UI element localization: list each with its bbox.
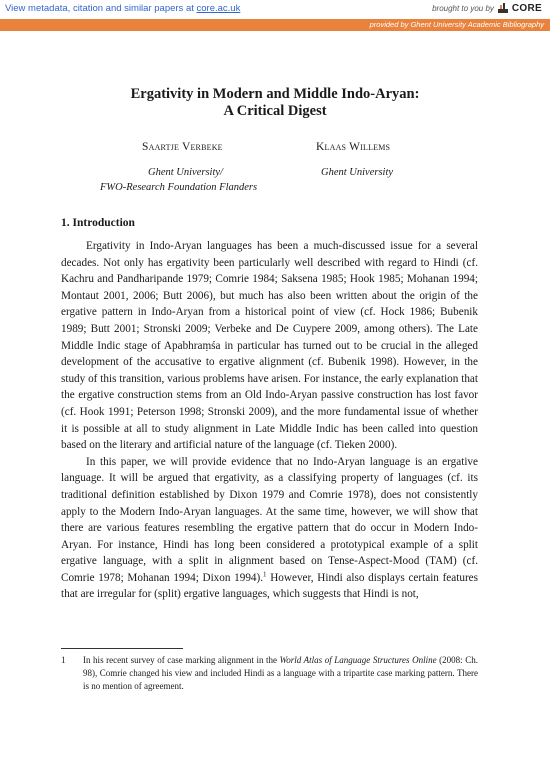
author-2-name: Klaas Willems bbox=[316, 141, 391, 153]
core-branding bbox=[432, 2, 542, 14]
core-logo-text: CORE bbox=[511, 2, 542, 14]
provided-by-bar bbox=[0, 19, 550, 31]
core-header-bar bbox=[0, 0, 550, 19]
paragraph-2-tail: However, Hindi also displays certain features that are irregular for (split) ergative languages, which suggests that Hindi is not, bbox=[61, 571, 478, 601]
footnote-rule bbox=[61, 648, 183, 649]
footnote-text-post: (2008: Ch. 98), Comrie changed his view and included Hindi as a language with a tripartite case marking pattern. There is no mention of agreement. bbox=[83, 655, 478, 691]
paragraph-2-main: In this paper, we will provide evidence that no Indo-Aryan language is an ergative language. It will be argued that ergativity, as a classifying property of languages (cf. its traditional definition established by Dixon 1979 and Comrie 1978), does not consistently apply to the Modern Indo-Aryan languages. At the same time, however, we will show that there are various features resembling the ergative pattern that do occur in Modern Indo-Aryan. For instance, Hindi has long been considered a prototypical example of a split ergative language, with a split in alignment based on Tense-Aspect-Mood (TAM) (cf. Comrie 1978; Mohanan 1994; Dixon 1994). bbox=[61, 455, 478, 584]
core-link-site: core.ac.uk bbox=[196, 3, 241, 14]
core-metadata-link[interactable] bbox=[5, 3, 240, 14]
body-text bbox=[61, 238, 478, 603]
footnote-number: 1 bbox=[61, 655, 66, 665]
author-1-affiliation-line1: Ghent University/ bbox=[148, 167, 223, 178]
author-1-name: Saartje Verbeke bbox=[142, 141, 223, 153]
footnote-text-pre: In his recent survey of case marking alignment in the bbox=[83, 655, 280, 665]
core-logo-icon bbox=[497, 2, 509, 14]
author-1-affiliation-line2: FWO-Research Foundation Flanders bbox=[100, 182, 258, 193]
brought-by-text: brought to you by bbox=[432, 3, 494, 13]
footnote-ref-1[interactable]: 1 bbox=[263, 570, 267, 579]
section-heading: 1. Introduction bbox=[61, 217, 135, 229]
paper-title-line2: A Critical Digest bbox=[223, 103, 327, 119]
footnote-text-italic: World Atlas of Language Structures Online bbox=[279, 655, 437, 665]
paper-title-line1: Ergativity in Modern and Middle Indo-Aryan: bbox=[130, 86, 420, 102]
paragraph-1: Ergativity in Indo-Aryan languages has been a much-discussed issue for a several decades. Not only has ergativity been particularly well described with regard to Hindi (cf. Kachru and Pandharipande 1979; Comrie 1984; Saksena 1985; Hook 1985; Mohanan 1994; Montaut 2001, 2006; Butt 2006), but much has also been written about the origin of the ergative pattern in Indo-Aryan from a historical point of view (cf. Hock 1986; Bubenik 1989; Butt 2001; Stronski 2009; Verbeke and De Cuypere 2009, among others). The Late Middle Indic stage of Apabhraṃśa in particular has turned out to be crucial in the alleged development of the accusative to ergative alignment (cf. Bubenik 1998). However, in the study of this transition, various problems have arisen. For instance, the early explanation that the ergative construction stems from an Old Indo-Aryan passive construction has lost favor (cf. Hook 1991; Peterson 1998; Stronski 2009), and the more fundamental issue of whether it is possible at all to study alignment in Late Middle Indic has been called into question based on the literary and artificial nature of the language (cf. Tieken 2000). bbox=[61, 240, 478, 452]
paragraph-2 bbox=[61, 454, 478, 603]
core-link-prefix: View metadata, citation and similar papers at bbox=[5, 3, 197, 14]
footnote-1 bbox=[61, 654, 478, 693]
author-2-affiliation: Ghent University bbox=[321, 167, 394, 178]
provided-by-text[interactable]: provided by Ghent University Academic Bibliography bbox=[369, 20, 544, 29]
footnote-body bbox=[83, 654, 478, 693]
